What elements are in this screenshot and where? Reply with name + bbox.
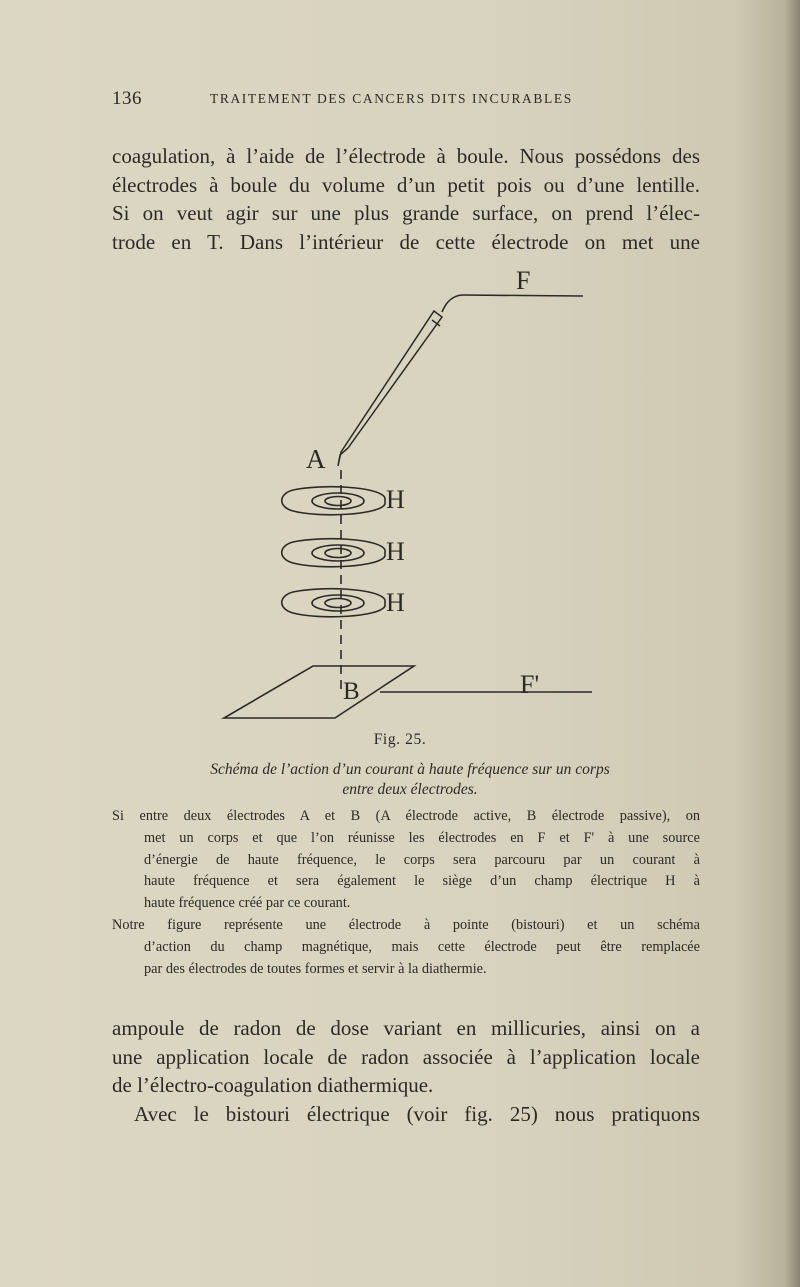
running-title: TRAITEMENT DES CANCERS DITS INCURABLES — [210, 91, 573, 106]
field-symbol-h — [282, 589, 385, 617]
text-line: Si on veut agir sur une plus grande surface, on prend l’élec- — [112, 201, 700, 225]
caption-line: entre deux électrodes. — [342, 781, 478, 798]
legend-line: par des électrodes de toutes formes et servir à la diathermie. — [144, 960, 487, 977]
label-h: H — [386, 485, 405, 514]
text-line: électrodes à boule du volume d’un petit pois ou d’une lentille. — [112, 172, 700, 197]
label-f-prime: F' — [520, 670, 540, 699]
figure-legend — [112, 806, 700, 980]
legend-paragraph — [112, 806, 700, 915]
legend-line: Notre figure représente une électrode à pointe (bistouri) et un schéma — [112, 916, 700, 933]
page-number: 136 — [112, 88, 142, 109]
wire-f — [442, 295, 583, 312]
legend-line: haute fréquence et sera également le siège d’un champ électrique H à — [144, 873, 700, 890]
text-line: de l’électro-coagulation diathermique. — [112, 1073, 434, 1097]
label-h: H — [386, 537, 405, 566]
text-line: coagulation, à l’aide de l’électrode à boule. Nous possédons des — [112, 144, 700, 168]
label-h: H — [386, 588, 405, 617]
caption-line: Schéma de l’action d’un courant à haute fréquence sur un corps — [210, 761, 610, 778]
figure-number: Fig. 25. — [373, 731, 427, 748]
field-symbol-h — [282, 539, 385, 567]
figure-caption — [140, 760, 680, 800]
text-line: une application locale de radon associée à l’application locale — [112, 1044, 700, 1069]
bottom-paragraph — [112, 1014, 700, 1128]
text-line: Avec le bistouri électrique (voir fig. 25) nous pratiquons — [134, 1101, 700, 1126]
label-a: A — [306, 444, 326, 474]
legend-line: Si entre deux électrodes A et B (A électrode active, B électrode passive), on — [112, 808, 700, 824]
legend-line: d’énergie de haute fréquence, le corps sera parcouru par un courant à — [144, 851, 700, 868]
legend-line: haute fréquence créé par ce courant. — [144, 895, 351, 912]
legend-line: d’action du champ magnétique, mais cette électrode peut être remplacée — [144, 938, 700, 955]
text-line: ampoule de radon de dose variant en millicuries, ainsi on a — [112, 1016, 700, 1040]
label-b: B — [343, 678, 360, 705]
text-line: trode en T. Dans l’intérieur de cette électrode on met une — [112, 229, 700, 254]
legend-line: met un corps et que l’on réunisse les électrodes en F et F' à une source — [144, 829, 700, 846]
legend-paragraph — [112, 915, 700, 980]
label-f: F — [516, 266, 531, 295]
electrode-a — [338, 311, 442, 466]
field-symbol-h — [282, 487, 385, 515]
